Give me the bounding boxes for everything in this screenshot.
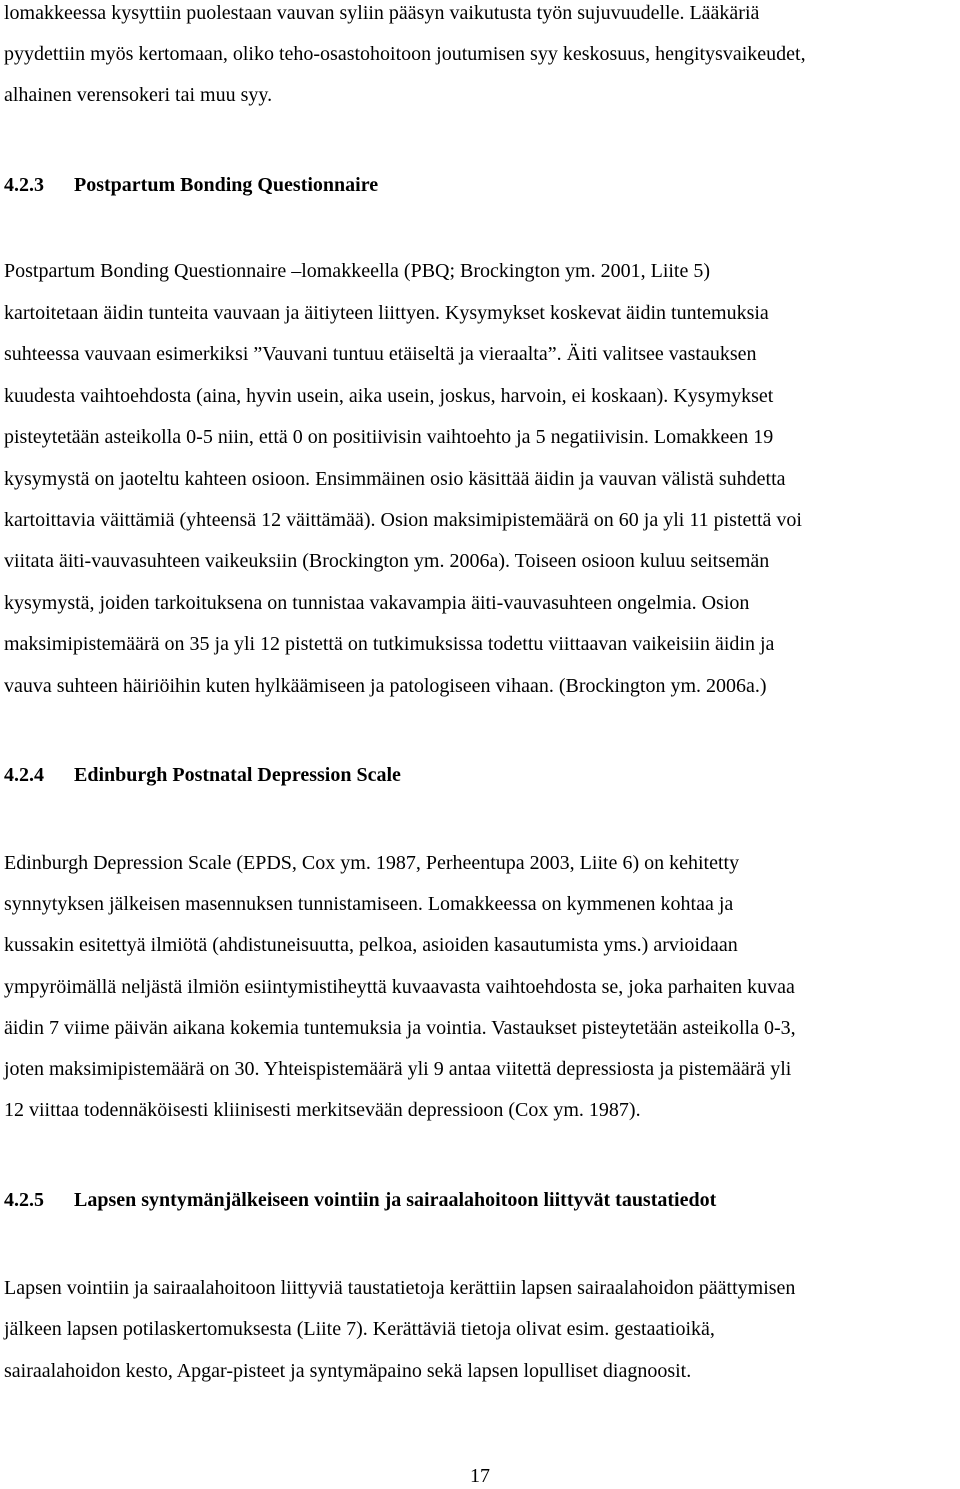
text-line: kartoittavia väittämiä (yhteensä 12 väittämää). Osion maksimipistemäärä on 60 ja yli 11 pistettä voi bbox=[4, 509, 802, 531]
text-line: Edinburgh Depression Scale (EPDS, Cox ym. 1987, Perheentupa 2003, Liite 6) on kehitetty bbox=[4, 852, 740, 874]
section-title: Edinburgh Postnatal Depression Scale bbox=[74, 764, 401, 786]
section-title: Postpartum Bonding Questionnaire bbox=[74, 174, 379, 196]
text-line: joten maksimipistemäärä on 30. Yhteispistemäärä yli 9 antaa viitettä depressiosta ja pistemäärä yli bbox=[4, 1058, 792, 1080]
text-line: vauva suhteen häiriöihin kuten hylkäämiseen ja patologiseen vihaan. (Brockington ym. 2006a.) bbox=[4, 675, 767, 697]
section-heading-child bbox=[4, 1187, 716, 1213]
text-line: Postpartum Bonding Questionnaire –lomakkeella (PBQ; Brockington ym. 2001, Liite 5) bbox=[4, 260, 711, 282]
section-number: 4.2.4 bbox=[4, 764, 44, 786]
text-line: kussakin esitettyä ilmiötä (ahdistuneisuutta, pelkoa, asioiden kasautumista yms.) arvioidaan bbox=[4, 934, 738, 956]
text-line: pyydettiin myös kertomaan, oliko teho-osastohoitoon joutumisen syy keskosuus, hengitysvaikeudet, bbox=[4, 43, 806, 65]
section-heading-epds bbox=[4, 762, 401, 788]
text-line: 12 viittaa todennäköisesti kliinisesti merkitsevään depressioon (Cox ym. 1987). bbox=[4, 1099, 641, 1121]
section-title: Lapsen syntymänjälkeiseen vointiin ja sairaalahoitoon liittyvät taustatiedot bbox=[74, 1189, 717, 1211]
section-number: 4.2.3 bbox=[4, 174, 44, 196]
text-line: suhteessa vauvaan esimerkiksi ”Vauvani tuntuu etäiseltä ja vieraalta”. Äiti valitsee vastauksen bbox=[4, 343, 757, 365]
section-number: 4.2.5 bbox=[4, 1189, 44, 1211]
text-line: maksimipistemäärä on 35 ja yli 12 pistettä on tutkimuksissa todettu viittaavan vaikeisiin äidin ja bbox=[4, 633, 775, 655]
text-line: pisteytetään asteikolla 0-5 niin, että 0 on positiivisin vaihtoehto ja 5 negatiivisin. Lomakkeen 19 bbox=[4, 426, 774, 448]
text-line: synnytyksen jälkeisen masennuksen tunnistamiseen. Lomakkeessa on kymmenen kohtaa ja bbox=[4, 893, 734, 915]
text-line: kuudesta vaihtoehdosta (aina, hyvin usein, aika usein, joskus, harvoin, ei koskaan). Kysymykset bbox=[4, 385, 774, 407]
text-line: ympyröimällä neljästä ilmiön esiintymistiheyttä kuvaavasta vaihtoehdosta se, joka parhaiten kuvaa bbox=[4, 976, 795, 998]
text-line: jälkeen lapsen potilaskertomuksesta (Liite 7). Kerättäviä tietoja olivat esim. gestaatioikä, bbox=[4, 1318, 715, 1340]
text-line: lomakkeessa kysyttiin puolestaan vauvan syliin pääsyn vaikutusta työn sujuvuudelle. Lääkäriä bbox=[4, 2, 760, 24]
text-line: alhainen verensokeri tai muu syy. bbox=[4, 84, 273, 106]
text-line: kysymystä on jaoteltu kahteen osioon. Ensimmäinen osio käsittää äidin ja vauvan välistä suhdetta bbox=[4, 468, 786, 490]
text-line: sairaalahoidon kesto, Apgar-pisteet ja syntymäpaino sekä lapsen lopulliset diagnoosit. bbox=[4, 1360, 692, 1382]
text-line: kysymystä, joiden tarkoituksena on tunnistaa vakavampia äiti-vauvasuhteen ongelmia. Osion bbox=[4, 592, 750, 614]
page-number: 17 bbox=[470, 1465, 490, 1487]
text-line: äidin 7 viime päivän aikana kokemia tuntemuksia ja vointia. Vastaukset pisteytetään asteikolla 0-3, bbox=[4, 1017, 796, 1039]
text-line: kartoitetaan äidin tunteita vauvaan ja äitiyteen liittyen. Kysymykset koskevat äidin tuntemuksia bbox=[4, 302, 769, 324]
section-heading-pbq bbox=[4, 172, 378, 198]
text-line: viitata äiti-vauvasuhteen vaikeuksiin (Brockington ym. 2006a). Toiseen osioon kuluu seitsemän bbox=[4, 550, 770, 572]
text-line: Lapsen vointiin ja sairaalahoitoon liittyviä taustatietoja kerättiin lapsen sairaalahoidon päättymisen bbox=[4, 1277, 796, 1299]
